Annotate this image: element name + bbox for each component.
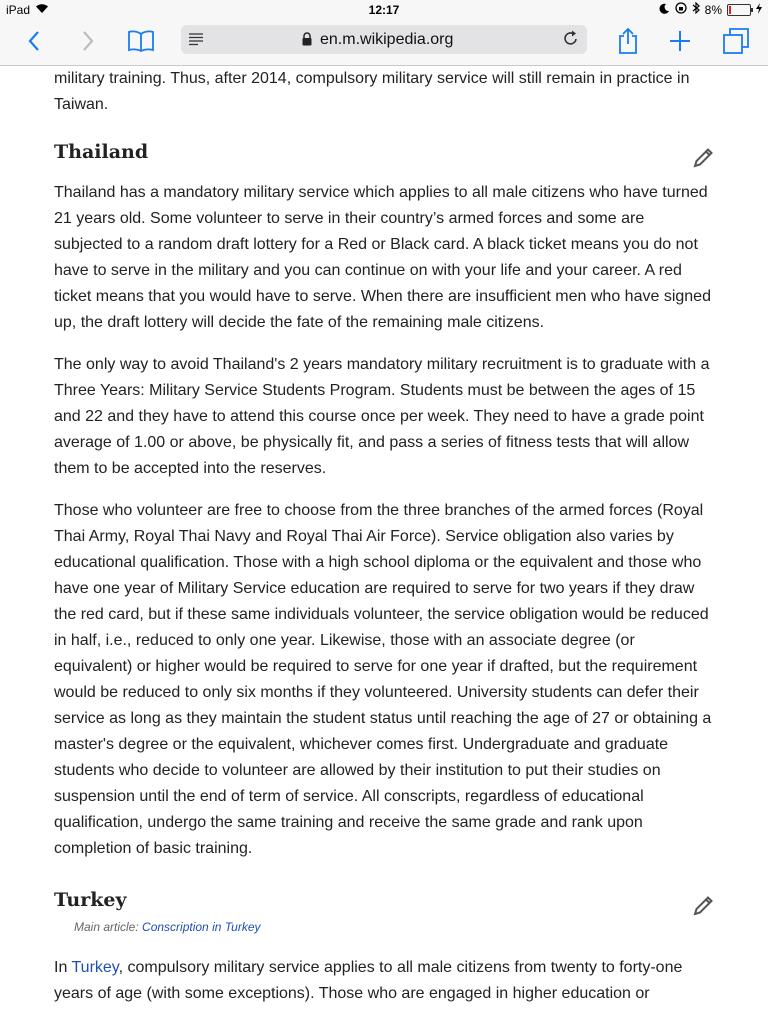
orientation-lock-icon [675, 2, 687, 17]
reload-icon[interactable] [563, 30, 579, 52]
article-paragraph: military training. Thus, after 2014, compulsory military service will still remain in practice in Taiwan. [54, 70, 690, 113]
moon-icon [659, 3, 670, 17]
battery-fill [729, 6, 731, 14]
new-tab-button[interactable] [664, 26, 696, 56]
plus-icon [668, 29, 692, 53]
section-heading: Thailand [54, 141, 149, 163]
tabs-button[interactable] [720, 26, 752, 56]
paragraph-text: , compulsory military service applies to all male citizens from twenty to forty-one years of age (with some exceptions). Those who are engaged in higher education or [54, 959, 683, 1002]
section-heading: Turkey [54, 889, 127, 911]
chevron-right-icon [81, 30, 95, 52]
edit-pencil-icon[interactable] [692, 145, 716, 174]
url-text: en.m.wikipedia.org [320, 31, 454, 48]
section-header-thailand [54, 138, 716, 168]
back-button[interactable] [18, 26, 50, 56]
edit-pencil-icon[interactable] [692, 893, 716, 922]
clock: 12:17 [368, 3, 400, 17]
reader-view-icon[interactable] [188, 32, 204, 51]
share-button[interactable] [612, 26, 644, 56]
bookmarks-button[interactable] [122, 26, 160, 56]
article-content [54, 65, 716, 1007]
charging-icon [756, 3, 762, 17]
battery-percent: 8% [704, 2, 722, 17]
article-paragraph: The only way to avoid Thailand's 2 years mandatory military recruitment is to graduate with a Three Years: Military Service Students Program. Students must be between the ages of 15 and 22 and they have to attend this course once per week. They need to have a grade point average of 1.00 or above, be physically fit, and pass a series of fitness tests that will allow them to be accepted into the reserves. [54, 356, 710, 477]
browser-toolbar [0, 20, 768, 66]
device-name: iPad [6, 3, 31, 17]
section-header-turkey [54, 886, 716, 916]
address-bar[interactable] [181, 25, 587, 54]
lock-icon [301, 32, 313, 51]
hatnote [54, 920, 716, 934]
hatnote-prefix: Main article: [74, 920, 143, 934]
chevron-left-icon [27, 30, 41, 52]
bluetooth-icon [692, 2, 700, 17]
share-icon [617, 27, 639, 55]
paragraph-prefix: In [54, 959, 72, 976]
article-paragraph: Those who volunteer are free to choose from the three branches of the armed forces (Royal Thai Army, Royal Thai Navy and Royal Thai Air Force). Service obligation also varies by educational qualification. Those with a high school diploma or the equivalent and those who have one year of Military Service education are required to serve for two years if they draw the red card, but if these same individuals volunteer, the service obligation would be reduced in half, i.e., reduced to only one year. Likewise, those with an associate degree (or equivalent) or higher would be required to serve for one year if drafted, but the requirement would be reduced to only six months if they volunteered. University students can defer their service as long as they maintain the student status until reaching the age of 27 or obtaining a master's degree or the equivalent, whichever comes first. Undergraduate and graduate students who decide to volunteer are allowed by their institution to put their studies on suspension until the end of term of service. All conscripts, regardless of educational qualification, undergo the same training and receive the same grade and rank upon completion of basic training. [54, 502, 712, 857]
article-paragraph: Thailand has a mandatory military service which applies to all male citizens who have turned 21 years old. Some volunteer to serve in their country’s armed forces and some are subjected to a random draft lottery for a Red or Black card. A black ticket means you do not have to serve in the military and you can continue on with your life and your career. A red ticket means that you would have to serve. When there are insufficient men who have signed up, the draft lottery will decide the fate of the remaining male citizens. [54, 184, 711, 331]
forward-button[interactable] [72, 26, 104, 56]
battery-icon [727, 4, 751, 16]
status-bar [0, 0, 768, 20]
book-icon [127, 29, 155, 53]
tabs-icon [722, 27, 750, 55]
article-paragraph [54, 955, 716, 1007]
main-article-link[interactable]: Conscription in Turkey [142, 920, 261, 934]
turkey-link[interactable]: Turkey [71, 959, 119, 976]
